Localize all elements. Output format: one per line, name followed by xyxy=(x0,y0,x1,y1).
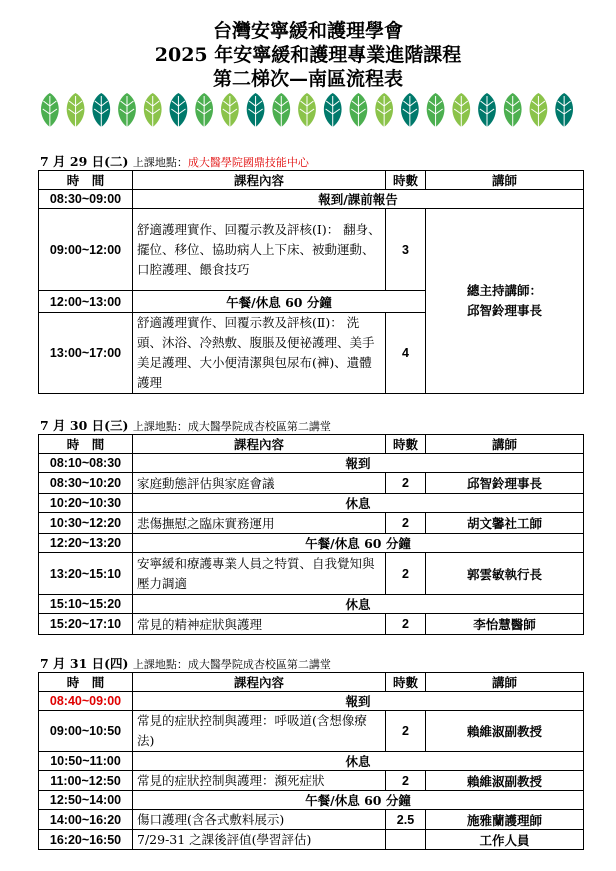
leaf-icon xyxy=(92,93,110,130)
row-content: 常見的症狀控制與護理：呼吸道(含想像療法) xyxy=(133,711,386,752)
row-time: 10:50~11:00 xyxy=(39,752,133,771)
table-row xyxy=(39,711,584,752)
leaf-icon xyxy=(247,93,265,130)
location-text: 成大醫學院成杏校區第二講堂 xyxy=(187,420,331,433)
table-row xyxy=(39,473,584,494)
table-row xyxy=(39,513,584,534)
leaf-icon xyxy=(452,93,470,130)
table-row xyxy=(39,209,584,291)
leaf-icon xyxy=(555,93,573,130)
row-time: 08:40~09:00 xyxy=(39,692,133,711)
table-row xyxy=(39,771,584,791)
schedule-table-day1 xyxy=(38,170,584,394)
leaf-icon xyxy=(170,93,188,130)
col-header-content: 課程內容 xyxy=(133,171,386,190)
leaf-icon xyxy=(427,93,445,130)
leaf-icon xyxy=(504,93,522,130)
table-row xyxy=(39,553,584,595)
day-heading xyxy=(40,654,331,672)
col-header-content: 課程內容 xyxy=(133,673,386,692)
row-lecturer: 胡文馨社工師 xyxy=(426,513,584,534)
row-time: 12:50~14:00 xyxy=(39,791,133,810)
row-time: 13:00~17:00 xyxy=(39,313,133,394)
row-activity: 報到 xyxy=(133,692,584,711)
table-row xyxy=(39,454,584,473)
table-row xyxy=(39,595,584,614)
row-time: 15:20~17:10 xyxy=(39,614,133,635)
row-content: 常見的症狀控制與護理：瀕死症狀 xyxy=(133,771,386,791)
row-content: 常見的精神症狀與護理 xyxy=(133,614,386,635)
row-time: 08:10~08:30 xyxy=(39,454,133,473)
row-hours: 4 xyxy=(386,313,426,394)
location-label: 上課地點： xyxy=(132,420,188,433)
row-lecturer: 邱智鈴理事長 xyxy=(426,473,584,494)
day-date: 7 月 29 日(二) xyxy=(40,154,129,169)
row-time: 08:30~09:00 xyxy=(39,190,133,209)
schedule-table-day3 xyxy=(38,672,584,850)
location-text: 成大醫學院成杏校區第二講堂 xyxy=(187,658,331,671)
row-time: 16:20~16:50 xyxy=(39,830,133,850)
table-row xyxy=(39,692,584,711)
leaf-icon xyxy=(272,93,290,130)
row-time: 09:00~10:50 xyxy=(39,711,133,752)
leaf-icon xyxy=(195,93,213,130)
table-row xyxy=(39,614,584,635)
leaf-icon xyxy=(144,93,162,130)
col-header-time: 時 間 xyxy=(39,435,133,454)
title-society: 台灣安寧緩和護理學會 xyxy=(212,20,403,42)
row-hours xyxy=(386,830,426,850)
col-header-time: 時 間 xyxy=(39,673,133,692)
row-content: 家庭動態評估與家庭會議 xyxy=(133,473,386,494)
row-lecturer: 施雅蘭護理師 xyxy=(426,810,584,830)
row-hours: 2 xyxy=(386,771,426,791)
leaf-icon xyxy=(221,93,239,130)
day-heading xyxy=(40,152,309,170)
location-label: 上課地點： xyxy=(132,156,188,169)
lecturer-merged: 總主持講師： 邱智鈴理事長 xyxy=(426,209,584,394)
row-hours: 2 xyxy=(386,473,426,494)
col-header-hours: 時數 xyxy=(386,171,426,190)
col-header-time: 時 間 xyxy=(39,171,133,190)
col-header-content: 課程內容 xyxy=(133,435,386,454)
day-heading xyxy=(40,416,331,434)
row-time: 15:10~15:20 xyxy=(39,595,133,614)
table-row xyxy=(39,190,584,209)
row-time: 10:30~12:20 xyxy=(39,513,133,534)
leaf-icon xyxy=(67,93,85,130)
row-activity: 午餐/休息 60 分鐘 xyxy=(133,791,584,810)
leaf-icon xyxy=(324,93,342,130)
row-hours: 2 xyxy=(386,711,426,752)
row-activity: 休息 xyxy=(133,595,584,614)
table-row xyxy=(39,752,584,771)
leaf-icon xyxy=(118,93,136,130)
row-hours: 2.5 xyxy=(386,810,426,830)
row-lecturer: 賴維淑副教授 xyxy=(426,711,584,752)
title-schedule: 第二梯次—南區流程表 xyxy=(212,68,403,90)
location-label: 上課地點： xyxy=(132,658,188,671)
row-lecturer: 李怡慧醫師 xyxy=(426,614,584,635)
col-header-lecturer: 講師 xyxy=(426,171,584,190)
row-time: 08:30~10:20 xyxy=(39,473,133,494)
row-time: 12:00~13:00 xyxy=(39,291,133,313)
col-header-lecturer: 講師 xyxy=(426,435,584,454)
table-row xyxy=(39,494,584,513)
row-time: 12:20~13:20 xyxy=(39,534,133,553)
table-row xyxy=(39,791,584,810)
schedule-table-day2 xyxy=(38,434,584,635)
col-header-hours: 時數 xyxy=(386,435,426,454)
day-date: 7 月 30 日(三) xyxy=(40,418,129,433)
row-content: 傷口護理(含各式敷料展示) xyxy=(133,810,386,830)
row-lecturer: 工作人員 xyxy=(426,830,584,850)
table-row xyxy=(39,810,584,830)
col-header-lecturer: 講師 xyxy=(426,673,584,692)
leaf-icon xyxy=(41,93,59,130)
row-activity: 午餐/休息 60 分鐘 xyxy=(133,534,584,553)
row-time: 11:00~12:50 xyxy=(39,771,133,791)
row-content: 悲傷撫慰之臨床實務運用 xyxy=(133,513,386,534)
leaf-banner-icon xyxy=(37,90,577,130)
leaf-icon xyxy=(375,93,393,130)
row-activity: 報到/課前報告 xyxy=(133,190,584,209)
col-header-hours: 時數 xyxy=(386,673,426,692)
row-content: 舒適護理實作、回覆示教及評核(Ⅱ)： 洗頭、沐浴、冷熱敷、腹脹及便祕護理、美手美足護理、大小便清潔與包尿布(褲)、遺體護理 xyxy=(133,313,386,394)
row-lecturer: 郭雲敏執行長 xyxy=(426,553,584,595)
row-content: 舒適護理實作、回覆示教及評核(Ⅰ)： 翻身、擺位、移位、協助病人上下床、被動運動、口腔護理、餵食技巧 xyxy=(133,209,386,291)
table-row xyxy=(39,830,584,850)
row-time: 10:20~10:30 xyxy=(39,494,133,513)
row-time: 09:00~12:00 xyxy=(39,209,133,291)
day-date: 7 月 31 日(四) xyxy=(40,656,129,671)
row-activity: 休息 xyxy=(133,752,584,771)
row-hours: 2 xyxy=(386,614,426,635)
row-time: 13:20~15:10 xyxy=(39,553,133,595)
title-course: 2025 年安寧緩和護理專業進階課程 xyxy=(154,44,462,66)
leaf-icon xyxy=(298,93,316,130)
row-time: 14:00~16:20 xyxy=(39,810,133,830)
location-text: 成大醫學院國鼎技能中心 xyxy=(187,156,309,169)
row-content: 安寧緩和療護專業人員之特質、自我覺知與壓力調適 xyxy=(133,553,386,595)
leaf-icon xyxy=(350,93,368,130)
row-hours: 2 xyxy=(386,513,426,534)
row-hours: 2 xyxy=(386,553,426,595)
row-activity: 休息 xyxy=(133,494,584,513)
row-lecturer: 賴維淑副教授 xyxy=(426,771,584,791)
leaf-icon xyxy=(401,93,419,130)
row-activity: 午餐/休息 60 分鐘 xyxy=(133,291,426,313)
row-hours: 3 xyxy=(386,209,426,291)
row-content: 7/29-31 之課後評值(學習評估) xyxy=(133,830,386,850)
leaf-icon xyxy=(478,93,496,130)
row-activity: 報到 xyxy=(133,454,584,473)
leaf-icon xyxy=(530,93,548,130)
table-row xyxy=(39,534,584,553)
